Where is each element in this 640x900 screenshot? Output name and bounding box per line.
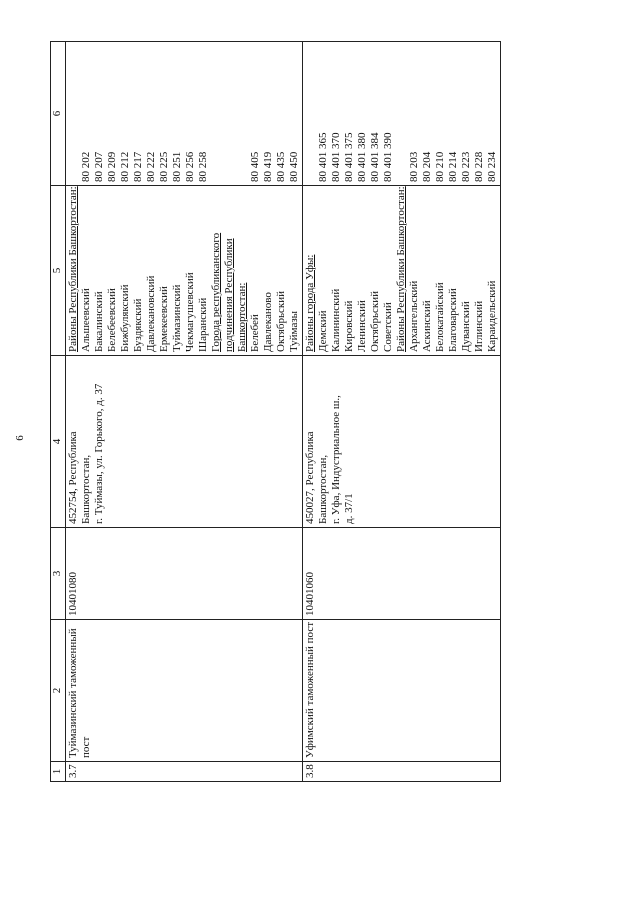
- oktmo-cell: [66, 42, 303, 186]
- header-cell: 3: [51, 528, 66, 620]
- district-group-heading: Башкортостан:: [236, 282, 248, 352]
- district-name: Белебей: [249, 314, 261, 352]
- district-name: Советский: [382, 302, 394, 352]
- table-row: [303, 42, 501, 782]
- district-group-heading: Районы города Уфы:: [304, 254, 316, 352]
- post-name-cell: [303, 620, 501, 762]
- district-name: Бижбулякский: [119, 284, 131, 352]
- districts-cell: [303, 186, 501, 356]
- district-name: Октябрьский: [369, 291, 381, 352]
- address-line: д. 37/1: [343, 493, 355, 524]
- district-name: Дуванский: [460, 301, 472, 352]
- post-code: 10401080: [67, 572, 79, 616]
- customs-posts-table: [50, 41, 501, 782]
- address-line: 450027, Республика: [304, 431, 316, 524]
- district-code: 80 217: [132, 151, 144, 182]
- oktmo-cell: [303, 42, 501, 186]
- district-code: 80 419: [262, 151, 274, 182]
- row-number-cell: [66, 762, 303, 782]
- post-code-cell: [66, 528, 303, 620]
- post-name-line: пост: [80, 736, 92, 758]
- district-code: 80 256: [184, 151, 196, 182]
- district-code: 80 450: [288, 151, 300, 182]
- district-name: Туймазы: [288, 310, 300, 352]
- district-name: Калининский: [330, 288, 342, 352]
- district-name: Белебеевский: [106, 288, 118, 352]
- district-code: 80 225: [158, 151, 170, 182]
- address-line: 452754, Республика: [67, 431, 79, 524]
- district-group-heading: подчинения Республики: [223, 238, 235, 352]
- district-name: Караидельский: [486, 280, 498, 352]
- district-name: Туймазинский: [171, 284, 183, 352]
- district-code: 80 207: [93, 151, 105, 182]
- header-cell: 2: [51, 620, 66, 762]
- districts-cell: [66, 186, 303, 356]
- district-code: 80 401 384: [369, 132, 381, 182]
- header-cell: 6: [51, 42, 66, 186]
- district-code: 80 204: [421, 151, 433, 182]
- blank-line: [210, 45, 223, 182]
- district-group-heading: Районы Республики Башкортостан:: [67, 186, 79, 352]
- blank-line: [67, 45, 80, 182]
- district-code: 80 203: [408, 151, 420, 182]
- row-number: 3.7: [67, 764, 79, 778]
- district-name: Октябрьский: [275, 291, 287, 352]
- district-name: Архангельский: [408, 280, 420, 352]
- district-name: Чекмагушевский: [184, 272, 196, 352]
- district-code: 80 251: [171, 151, 183, 182]
- district-name: Белокатайский: [434, 282, 446, 352]
- post-code-cell: [303, 528, 501, 620]
- blank-line: [223, 45, 236, 182]
- district-group-heading: Районы Республики Башкортостан:: [395, 186, 407, 352]
- row-number: 3.8: [304, 764, 316, 778]
- address-line: г. Уфа, Индустриальное ш.,: [330, 395, 342, 524]
- header-cell: 1: [51, 762, 66, 782]
- district-name: Аскинский: [421, 300, 433, 352]
- district-code: 80 401 365: [317, 132, 329, 182]
- post-name-cell: [66, 620, 303, 762]
- row-number-cell: [303, 762, 501, 782]
- district-name: Кировский: [343, 300, 355, 352]
- district-code: 80 222: [145, 151, 157, 182]
- district-code: 80 234: [486, 151, 498, 182]
- district-code: 80 405: [249, 151, 261, 182]
- header-row: [51, 42, 66, 782]
- district-name: Демский: [317, 310, 329, 352]
- header-cell: 5: [51, 186, 66, 356]
- address-cell: [303, 356, 501, 528]
- district-code: 80 228: [473, 151, 485, 182]
- blank-line: [395, 45, 408, 182]
- district-code: 80 214: [447, 151, 459, 182]
- district-group-heading: Города республиканского: [210, 232, 222, 352]
- district-code: 80 401 390: [382, 132, 394, 182]
- district-name: Иглинский: [473, 300, 485, 352]
- district-name: Ермекеевский: [158, 286, 170, 352]
- district-name: Шаранский: [197, 297, 209, 352]
- post-code: 10401060: [304, 572, 316, 616]
- blank-line: [304, 45, 317, 182]
- page-number: 6: [14, 435, 26, 441]
- table-body: [66, 42, 501, 782]
- blank-line: [236, 45, 249, 182]
- district-code: 80 258: [197, 151, 209, 182]
- district-name: Буздякский: [132, 298, 144, 352]
- post-name-line: Уфимский таможенный пост: [304, 621, 316, 758]
- district-code: 80 212: [119, 151, 131, 182]
- customs-table-rotated: [50, 42, 606, 782]
- district-name: Альшеевский: [80, 288, 92, 352]
- table-row: [66, 42, 303, 782]
- district-code: 80 202: [80, 151, 92, 182]
- district-code: 80 210: [434, 151, 446, 182]
- header-cell: 4: [51, 356, 66, 528]
- address-cell: [66, 356, 303, 528]
- district-code: 80 401 380: [356, 132, 368, 182]
- address-line: г. Туймазы, ул. Горького, д. 37: [93, 383, 105, 524]
- district-code: 80 401 375: [343, 132, 355, 182]
- address-line: Башкортостан,: [317, 454, 329, 524]
- district-name: Благоварский: [447, 288, 459, 352]
- district-code: 80 435: [275, 151, 287, 182]
- district-name: Ленинский: [356, 300, 368, 352]
- address-line: Башкортостан,: [80, 454, 92, 524]
- district-name: Давлеканово: [262, 292, 274, 352]
- district-name: Давлекановский: [145, 275, 157, 352]
- district-name: Бакалинский: [93, 291, 105, 352]
- post-name-line: Туймазинский таможенный: [67, 628, 79, 758]
- district-code: 80 223: [460, 151, 472, 182]
- district-code: 80 209: [106, 151, 118, 182]
- district-code: 80 401 370: [330, 132, 342, 182]
